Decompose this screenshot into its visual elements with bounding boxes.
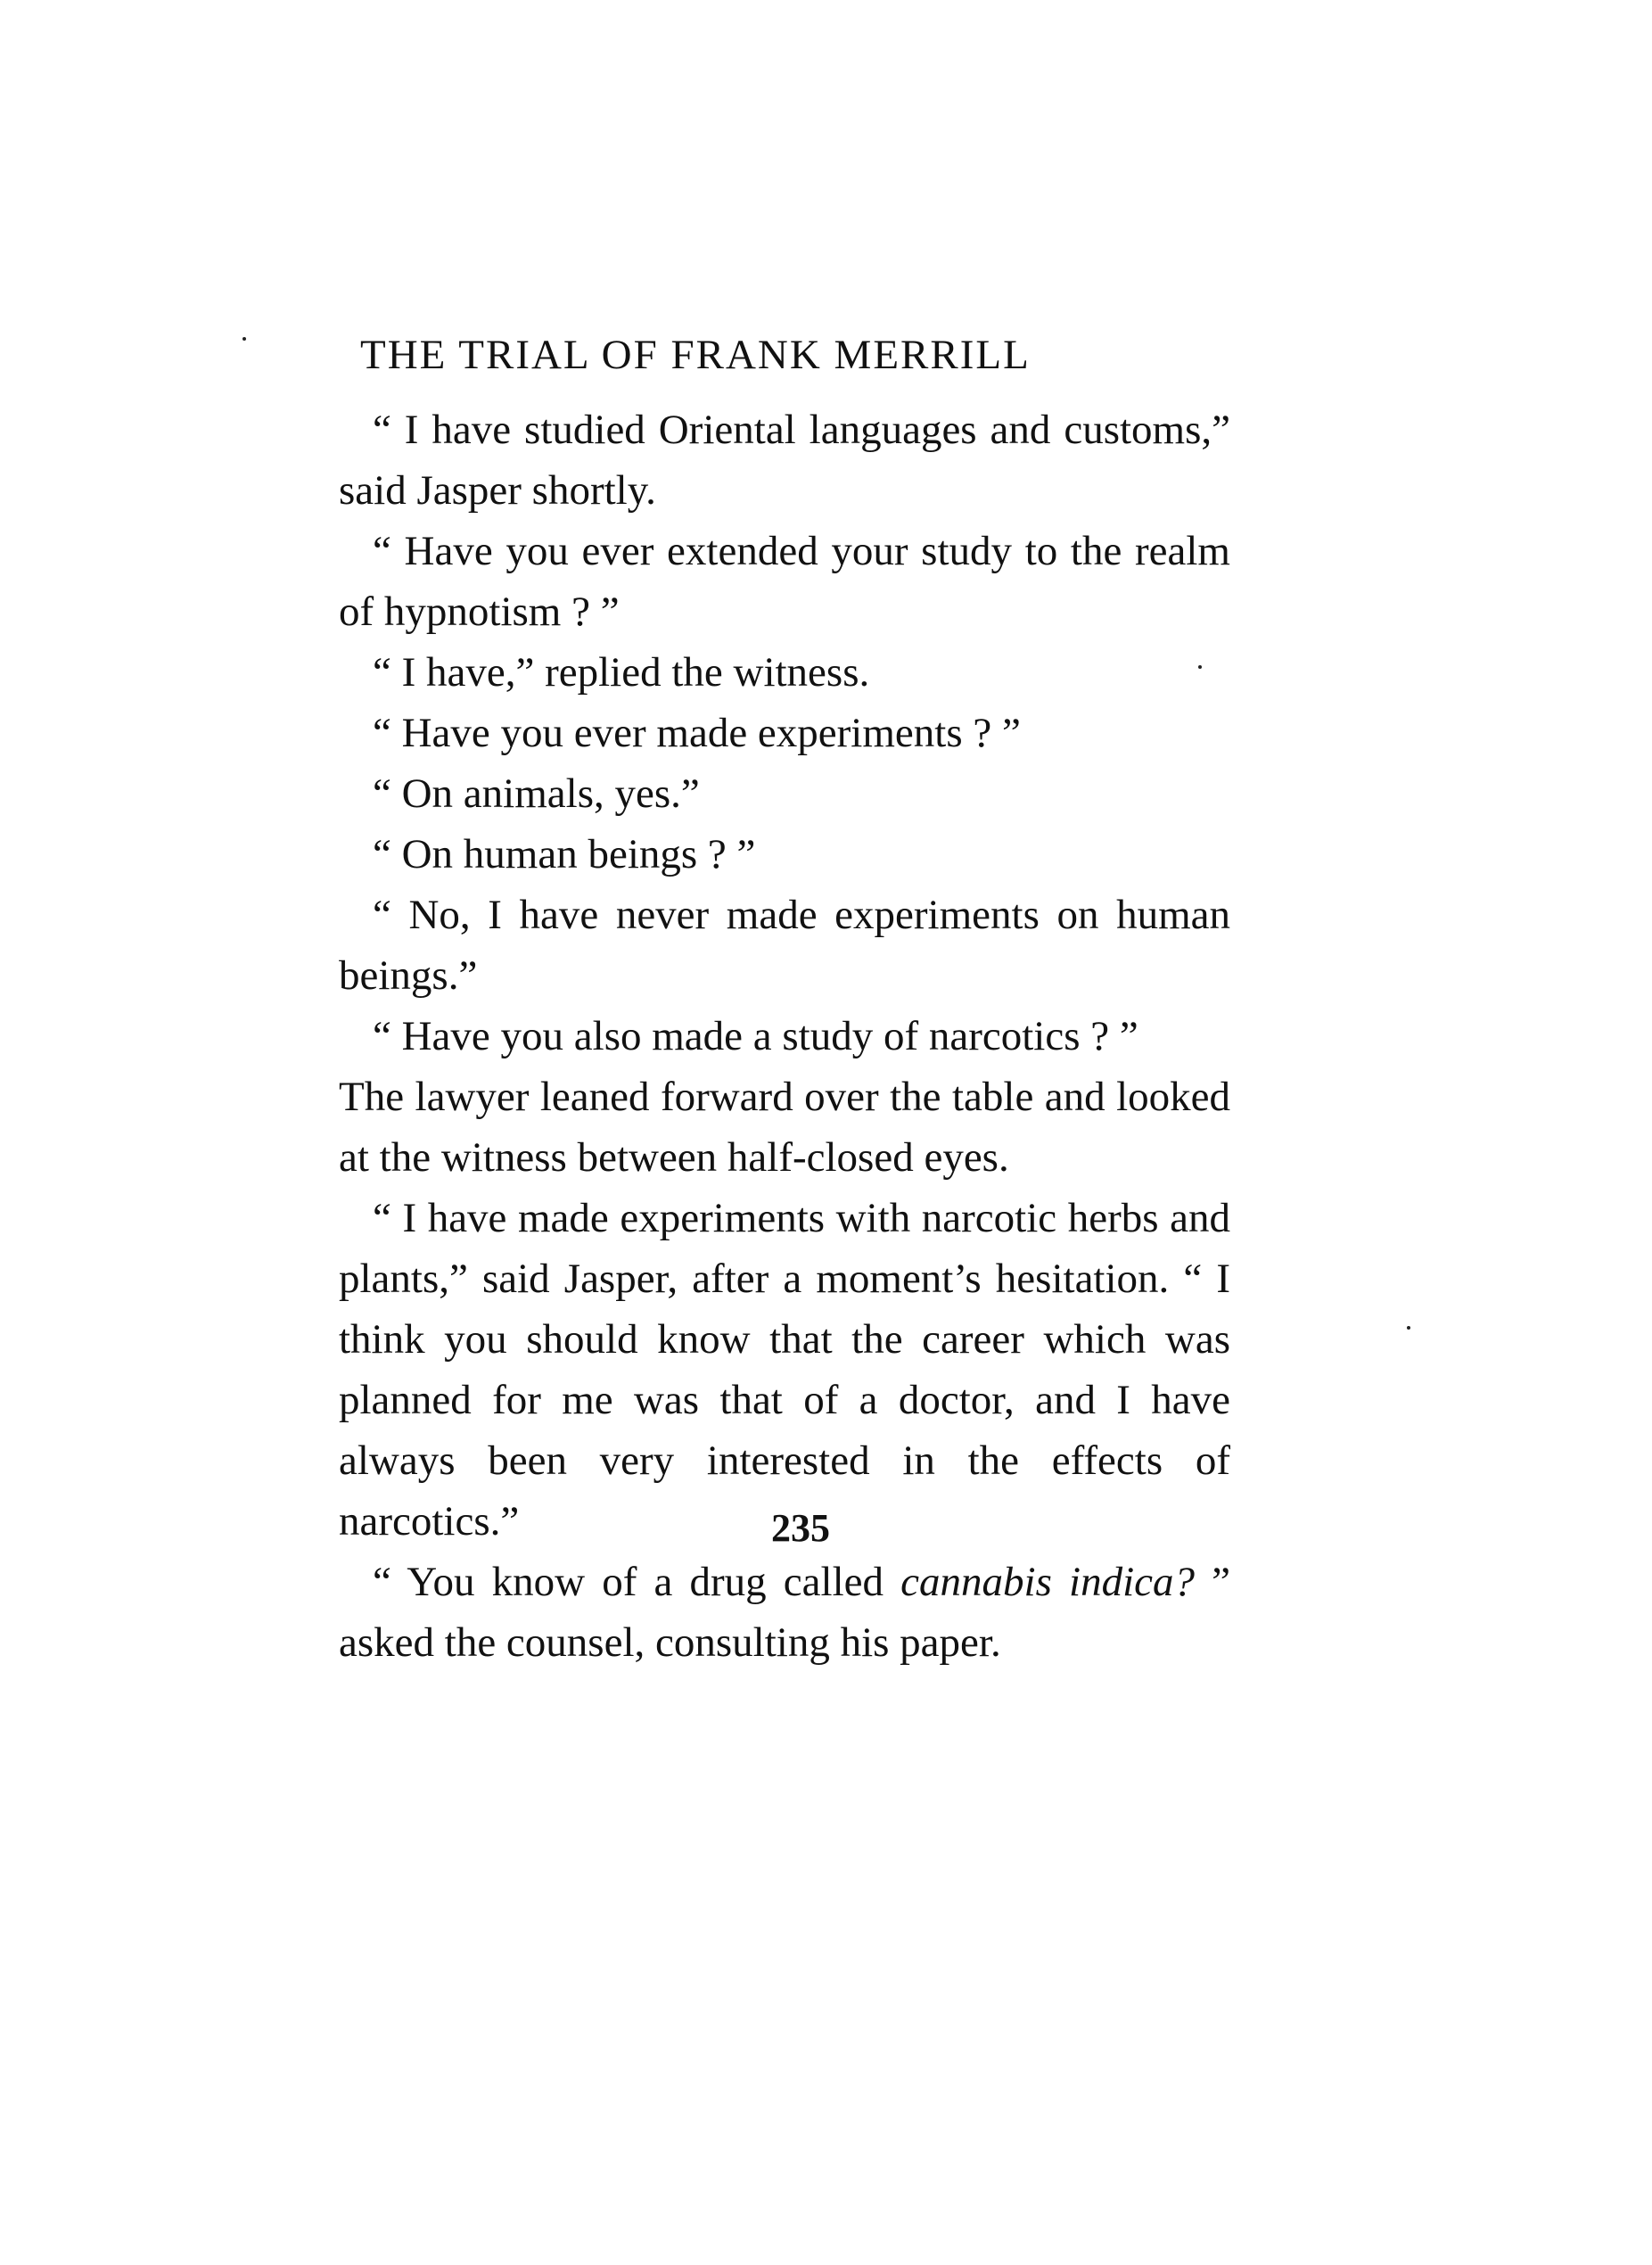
paragraph: “ Have you ever extended your study to the realm of hypnotism ? ”: [339, 528, 1230, 635]
running-head: THE TRIAL OF FRANK MERRILL: [360, 332, 1031, 378]
paragraph: “ Have you also made a study of narcotics ? ”: [373, 1013, 1138, 1059]
paragraph: “ On human beings ? ”: [373, 831, 756, 877]
print-speck: [1407, 1326, 1410, 1330]
paragraph-with-italic: [339, 1552, 1230, 1673]
paragraph: “ I have studied Oriental languages and customs,” said Jasper shortly.: [339, 407, 1230, 514]
page-number: 235: [771, 1506, 830, 1550]
italic-term: cannabis indica?: [900, 1559, 1195, 1605]
paragraph: “ On animals, yes.”: [373, 770, 700, 817]
paragraph: “ Have you ever made experiments ? ”: [373, 710, 1021, 756]
paragraph: “ I have,” replied the witness.: [373, 649, 870, 696]
paragraph-text: “ You know of a drug called: [373, 1559, 901, 1605]
paragraph: “ No, I have never made experiments on human beings.”: [339, 892, 1230, 999]
print-speck: [242, 337, 246, 341]
body-text: [339, 399, 1230, 1673]
paragraph: The lawyer leaned forward over the table and looked at the witness between half-closed eyes.: [339, 1074, 1230, 1181]
print-speck: [1198, 665, 1202, 669]
paragraph-text: ” asked the counsel, consulting his paper.: [339, 1559, 1230, 1666]
paragraph: “ I have made experiments with narcotic herbs and plants,” said Jasper, after a moment’s hesitation. “ I think you should know that the career which was planned for me was that of a doctor, and I have always been very interested in the effects of narcotics.”: [339, 1195, 1230, 1544]
